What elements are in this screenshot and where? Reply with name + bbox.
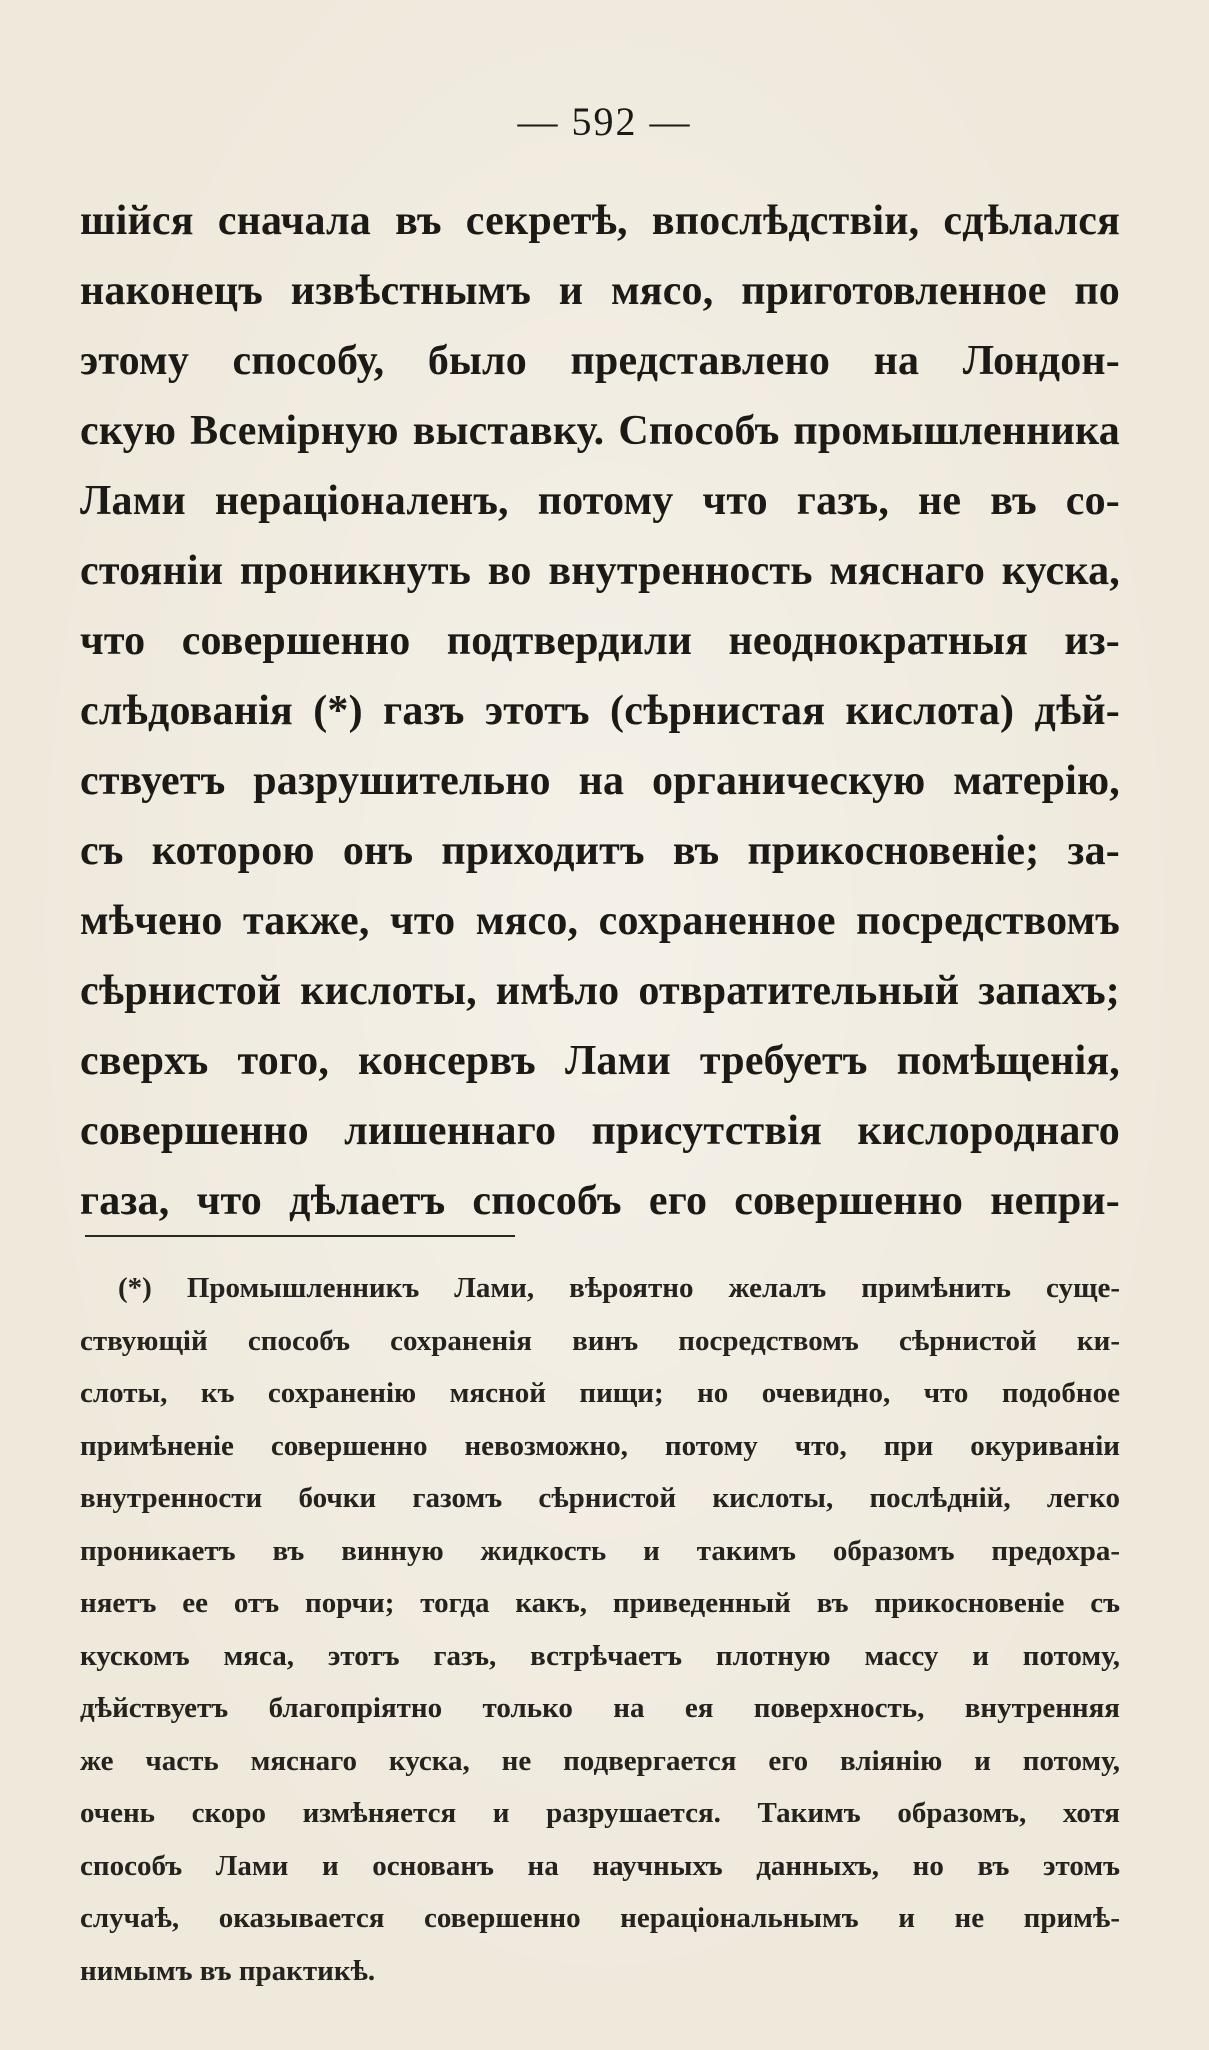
footnote-line: дѣйствуетъ благопріятно только на ея поверхность, внутренняя xyxy=(80,1692,1120,1724)
footnote-line: слоты, къ сохраненію мясной пищи; но очевидно, что подобное xyxy=(80,1377,1120,1409)
footnote-line: кускомъ мяса, этотъ газъ, встрѣчаетъ плотную массу и потому, xyxy=(80,1639,1120,1672)
main-text-block xyxy=(80,186,1120,1236)
footnote-line: проникаетъ въ винную жидкость и такимъ образомъ предохра- xyxy=(80,1534,1120,1567)
footnote-line: очень скоро измѣняется и разрушается. Такимъ образомъ, хотя xyxy=(80,1797,1120,1829)
footnote-line: же часть мяснаго куска, не подвергается его вліянію и потому, xyxy=(80,1744,1120,1777)
page-number: — 592 — xyxy=(517,99,692,144)
footnote-line: ствующій способъ сохраненія винъ посредствомъ сѣрнистой ки- xyxy=(80,1324,1120,1357)
footnote-line: няетъ ее отъ порчи; тогда какъ, приведенный въ прикосновеніе съ xyxy=(80,1587,1120,1619)
main-text-line: мѣчено также, что мясо, сохраненное посредствомъ xyxy=(80,898,1120,944)
main-text-line: наконецъ извѣстнымъ и мясо, приготовленное по xyxy=(80,268,1120,314)
footnote-line: способъ Лами и основанъ на научныхъ данныхъ, но въ этомъ xyxy=(80,1849,1120,1882)
footnote-block xyxy=(80,1262,1120,1997)
footnote-divider xyxy=(85,1235,515,1237)
main-text-line: ствуетъ разрушительно на органическую матерію, xyxy=(80,758,1120,804)
main-text-line: шійся сначала въ секретѣ, впослѣдствіи, сдѣлался xyxy=(80,198,1120,244)
footnote-line: внутренности бочки газомъ сѣрнистой кислоты, послѣдній, легко xyxy=(80,1482,1120,1514)
footnote-line: (*) Промышленникъ Лами, вѣроятно желалъ примѣнить суще- xyxy=(118,1272,1120,1304)
main-text-line: сѣрнистой кислоты, имѣло отвратительный запахъ; xyxy=(80,968,1120,1014)
main-text-line: Лами нераціоналенъ, потому что газъ, не въ со- xyxy=(80,478,1120,524)
main-text-line: совершенно лишеннаго присутствія кислороднаго xyxy=(80,1108,1120,1154)
main-text-line: съ которою онъ приходитъ въ прикосновеніе; за- xyxy=(80,828,1120,874)
footnote-line: примѣненіе совершенно невозможно, потому что, при окуриваніи xyxy=(80,1429,1120,1462)
footnote-line: случаѣ, оказывается совершенно нераціональнымъ и не примѣ- xyxy=(80,1902,1120,1934)
main-text-line: что совершенно подтвердили неоднократныя из- xyxy=(80,618,1120,664)
main-text-line: газа, что дѣлаетъ способъ его совершенно непри- xyxy=(80,1178,1120,1224)
main-text-line: этому способу, было представлено на Лондон- xyxy=(80,338,1120,384)
main-text-line: скую Всемірную выставку. Способъ промышленника xyxy=(80,408,1120,454)
main-text-line: сверхъ того, консервъ Лами требуетъ помѣщенія, xyxy=(80,1038,1120,1084)
footnote-line: нимымъ въ практикѣ. xyxy=(80,1954,376,1987)
main-text-line: стояніи проникнуть во внутренность мяснаго куска, xyxy=(80,548,1120,594)
main-text-line: слѣдованія (*) газъ этотъ (сѣрнистая кислота) дѣй- xyxy=(80,688,1120,734)
